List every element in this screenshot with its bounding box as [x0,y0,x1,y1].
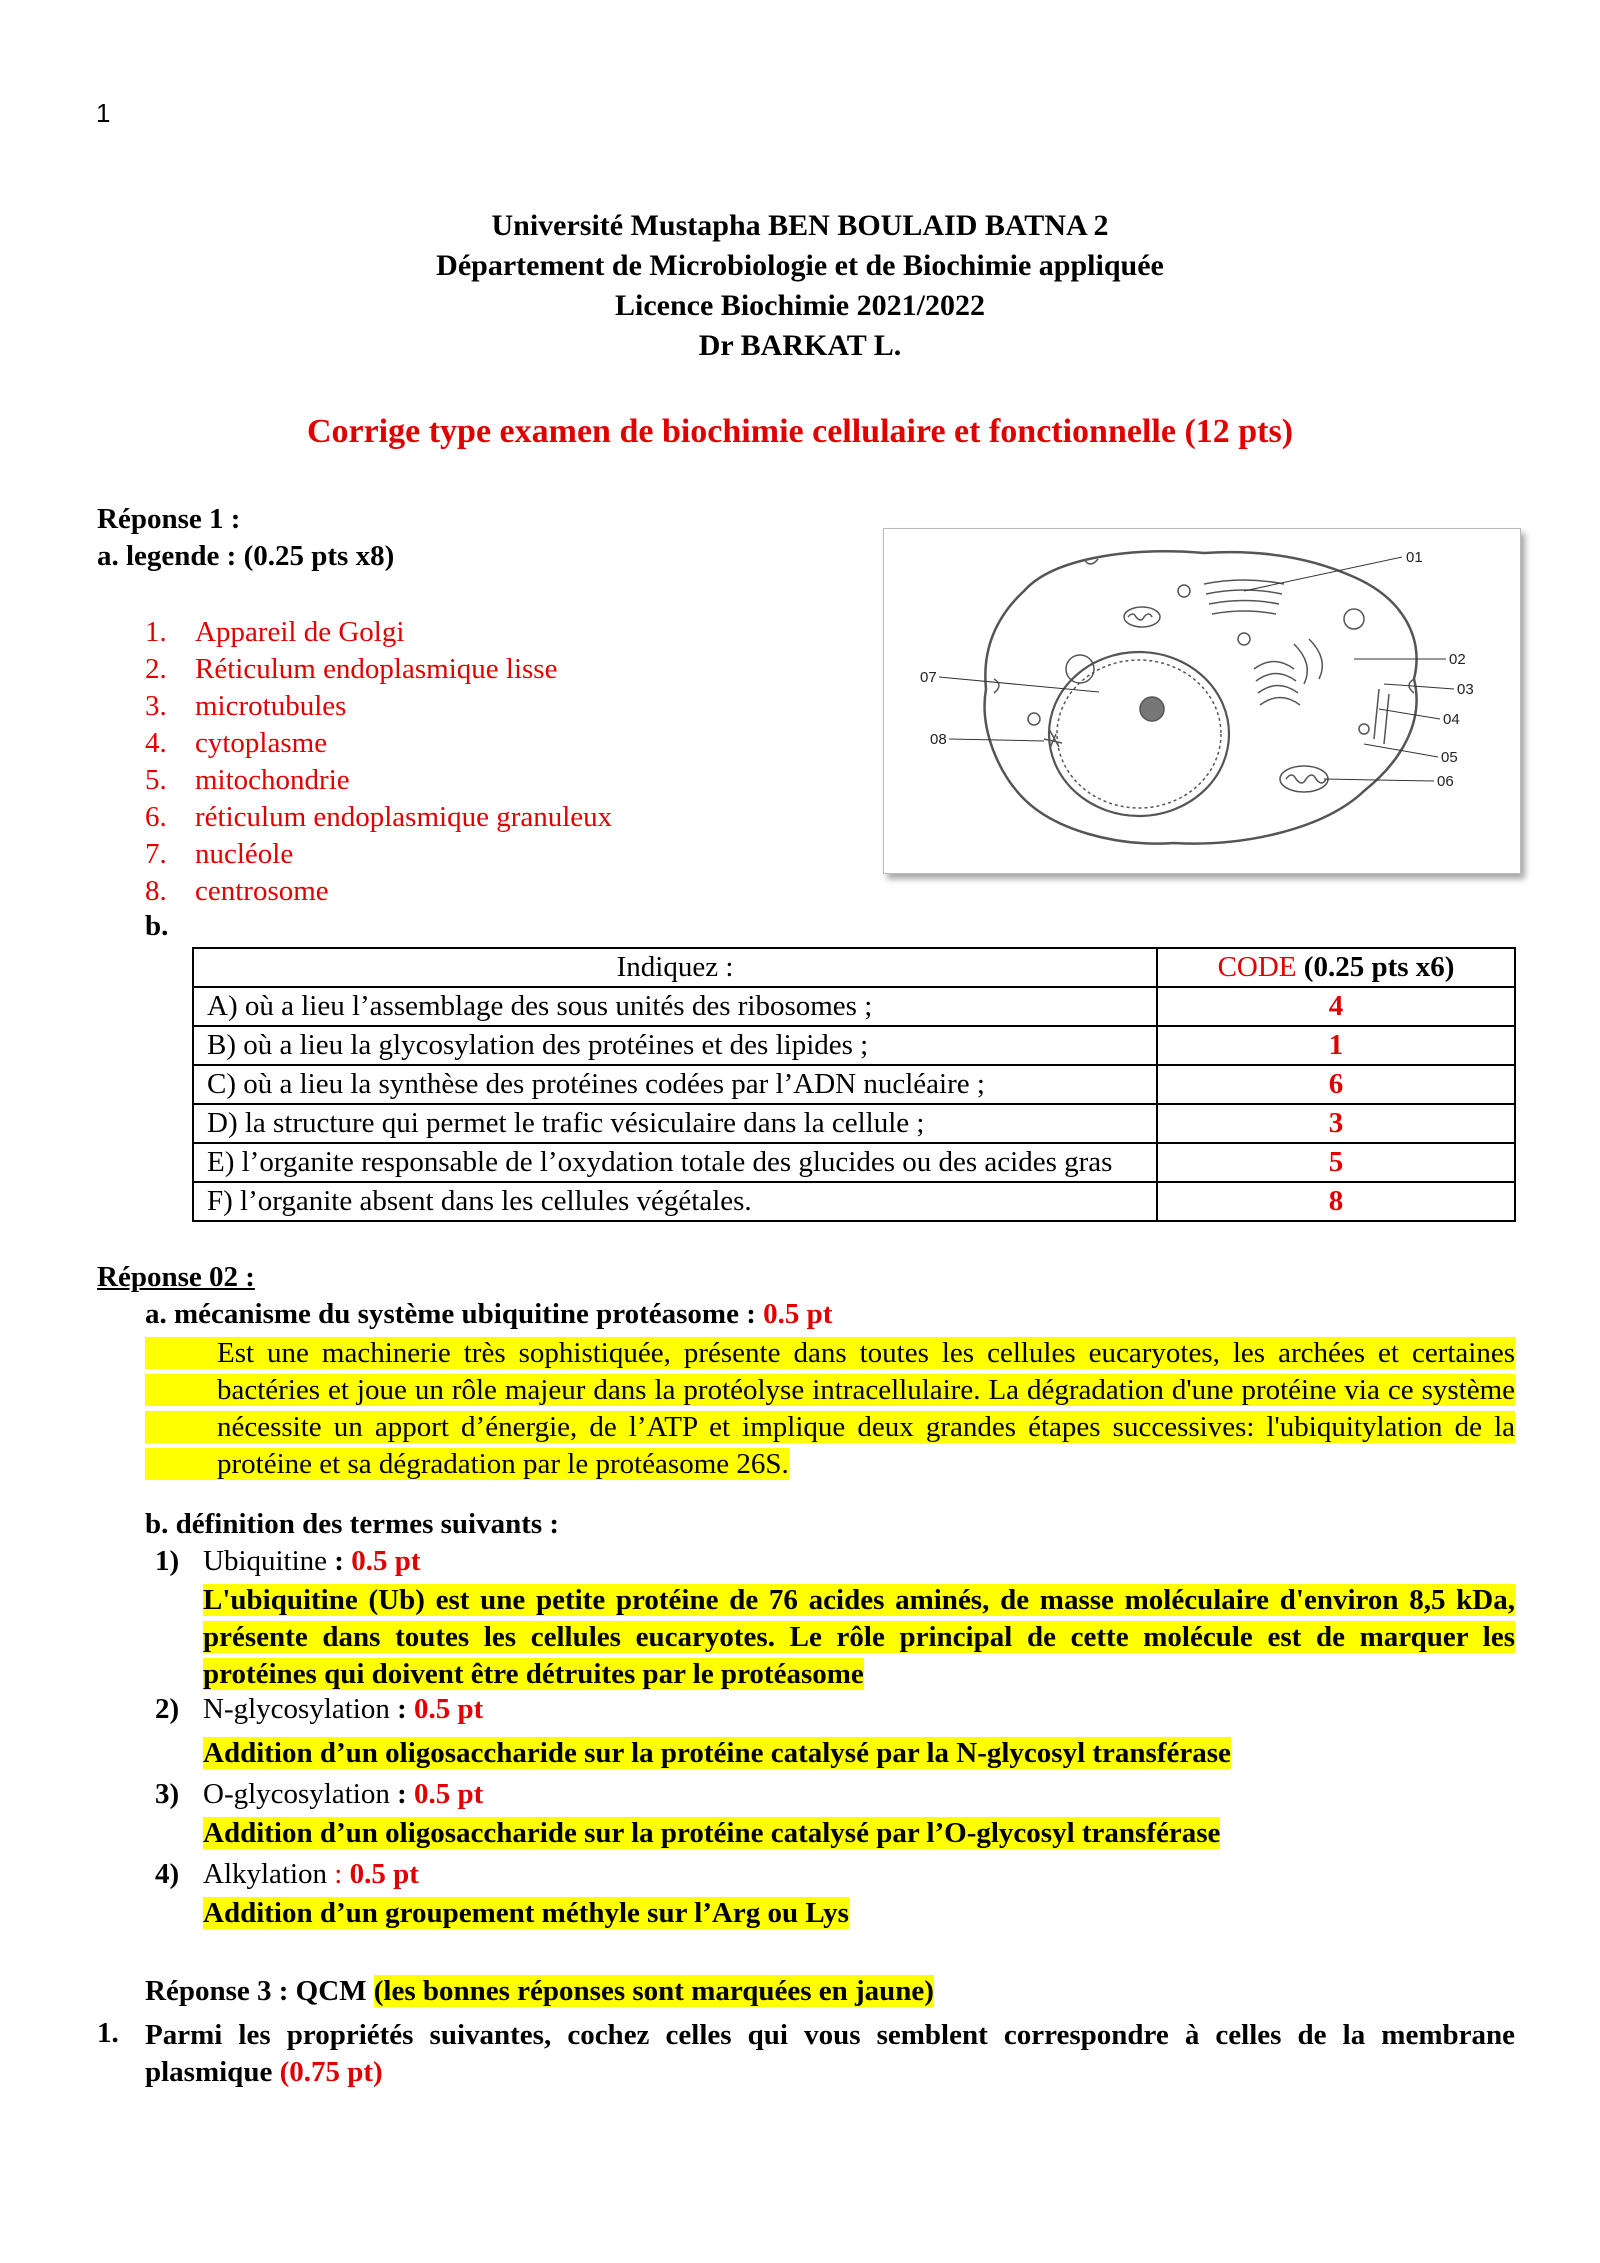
animal-cell-figure [883,528,1521,874]
code-cell: 5 [1157,1143,1515,1182]
page-number: 1 [96,98,111,128]
table-header-code: CODE (0.25 pts x6) [1157,948,1515,987]
code-cell: 3 [1157,1104,1515,1143]
department-name: Département de Microbiologie et de Biochimie appliquée [436,249,1164,282]
table-header-indiquez: Indiquez : [193,948,1157,987]
table-row [193,1065,1515,1104]
qcm-question-number: 1. [97,2017,119,2049]
code-cell: 8 [1157,1182,1515,1221]
figure-label: 05 [1441,749,1458,766]
figure-label: 06 [1437,773,1454,790]
figure-label: 04 [1443,711,1460,728]
answer-1b-label: b. [145,910,169,942]
figure-label: 08 [930,731,947,748]
document-header [0,206,1600,366]
term-o-glycosylation: 3) O-glycosylation : 0.5 pt [155,1778,484,1810]
question-cell: C) où a lieu la synthèse des protéines codées par l’ADN nucléaire ; [193,1065,1157,1104]
question-cell: F) l’organite absent dans les cellules végétales. [193,1182,1157,1221]
legend-item: 5. mitochondrie [145,764,350,796]
table-row [193,1143,1515,1182]
term-definition: L'ubiquitine (Ub) est une petite protéine de 76 acides aminés, de masse moléculaire d'environ 8,5 kDa, présente dans toutes les cellules eucaryotes. Le rôle principal de cette molécule est de marquer les protéines qui doivent être détruites par le protéasome [203,1584,1515,1690]
legend-item: 4. cytoplasme [145,727,328,759]
code-cell: 6 [1157,1065,1515,1104]
code-cell: 4 [1157,987,1515,1026]
table-row [193,987,1515,1026]
table-row [193,1104,1515,1143]
table-row [193,1026,1515,1065]
legend-list [145,614,612,910]
page-title: Corrige type examen de biochimie cellulaire et fonctionnelle (12 pts) [306,413,1294,450]
term-ubiquitine: 1) Ubiquitine : 0.5 pt [155,1545,421,1577]
question-table [192,947,1516,1222]
program-year: Licence Biochimie 2021/2022 [615,289,985,322]
term-n-glycosylation: 2) N-glycosylation : 0.5 pt [155,1693,484,1725]
answer-1a-label: a. legende : (0.25 pts x8) [97,540,395,572]
figure-label: 01 [1406,549,1423,566]
qcm-question-1: Parmi les propriétés suivantes, cochez celles qui vous semblent correspondre à celles de la membrane plasmique (0.75 pt) [145,2019,1515,2088]
legend-item: 7. nucléole [145,838,294,870]
figure-label: 03 [1457,681,1474,698]
table-row [193,1182,1515,1221]
university-name: Université Mustapha BEN BOULAID BATNA 2 [491,209,1109,242]
legend-item: 6. réticulum endoplasmique granuleux [145,801,613,833]
author-name: Dr BARKAT L. [698,329,902,362]
question-cell: E) l’organite responsable de l’oxydation totale des glucides ou des acides gras [193,1143,1157,1182]
answer-2a-label: a. mécanisme du système ubiquitine protéasome : 0.5 pt [145,1298,833,1330]
question-cell: A) où a lieu l’assemblage des sous unités des ribosomes ; [193,987,1157,1026]
legend-item: 8. centrosome [145,875,329,907]
question-cell: D) la structure qui permet le trafic vésiculaire dans la cellule ; [193,1104,1157,1143]
answer-3-heading: Réponse 3 : QCM (les bonnes réponses sont marquées en jaune) [145,1975,934,2007]
cell-diagram [884,529,1520,873]
question-cell: B) où a lieu la glycosylation des protéines et des lipides ; [193,1026,1157,1065]
answer-2-heading: Réponse 02 : [97,1261,255,1293]
legend-item: 1. Appareil de Golgi [145,616,405,648]
figure-label: 07 [920,669,937,686]
ubiquitin-proteasome-text: Est une machinerie très sophistiquée, présente dans toutes les cellules eucaryotes, les archées et certaines bactéries et joue un rôle majeur dans la protéolyse intracellulaire. La dégradation d'une protéine via ce système nécessite un apport d’énergie, de l’ATP et implique deux grandes étapes successives: l'ubiquitylation de la protéine et sa dégradation par le protéasome 26S. [145,1335,1515,1483]
code-cell: 1 [1157,1026,1515,1065]
legend-item: 2. Réticulum endoplasmique lisse [145,653,558,685]
table-header-row [193,948,1515,987]
answer-1-heading: Réponse 1 : [97,503,241,535]
term-definition: Addition d’un groupement méthyle sur l’Arg ou Lys [203,1897,849,1929]
legend-item: 3. microtubules [145,690,347,722]
answer-2b-label: b. définition des termes suivants : [145,1508,560,1540]
term-alkylation: 4) Alkylation : 0.5 pt [155,1858,419,1890]
term-definition: Addition d’un oligosaccharide sur la protéine catalysé par l’O-glycosyl transférase [203,1817,1221,1849]
term-definition: Addition d’un oligosaccharide sur la protéine catalysé par la N-glycosyl transférase [203,1737,1231,1769]
figure-label: 02 [1449,651,1466,668]
